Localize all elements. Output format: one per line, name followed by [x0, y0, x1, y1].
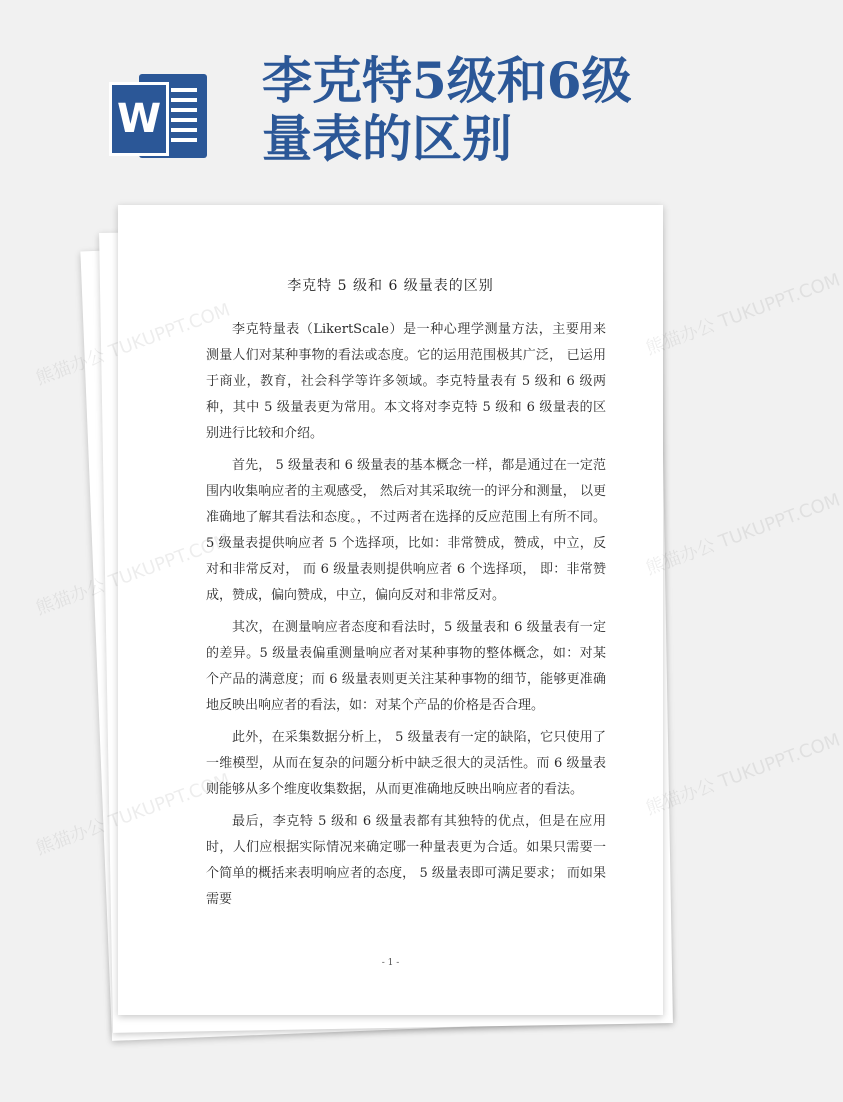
- page-number: - 1 -: [381, 958, 400, 968]
- watermark: 熊猫办公: [33, 814, 108, 860]
- word-icon-letter: W: [116, 96, 162, 142]
- watermark: 熊猫办公: [33, 344, 108, 390]
- word-icon: [109, 68, 209, 162]
- paragraph: 李克特量表（LikertScale）是一种心理学测量方法，主要用来测量人们对某种事物的看法或态度。它的运用范围极其广泛， 已运用于商业，教育，社会科学等许多领域。李克特量表有 5 级和 6 级两种，其中 5 级量表更为常用。本文将对李克特 5 级和 6 级量表的区别进行比较和介绍。: [206, 322, 606, 441]
- document-page: [118, 205, 663, 1015]
- page-title: [262, 52, 762, 168]
- document-title: 李克特 5 级和 6 级量表的区别: [287, 278, 494, 294]
- watermark: 熊猫办公 TUKUPPT.COM: [643, 489, 843, 580]
- watermark: 熊猫办公 TUKUPPT.COM: [643, 729, 843, 820]
- page-title-line-1: 李克特5级和6级: [262, 51, 632, 110]
- paragraph: 此外，在采集数据分析上， 5 级量表有一定的缺陷，它只使用了一维模型，从而在复杂的问题分析中缺乏很大的灵活性。而 6 级量表则能够从多个维度收集数据，从而更准确地反映出响应者的看法。: [206, 730, 606, 797]
- document-body: [206, 317, 606, 919]
- paragraph: 其次，在测量响应者态度和看法时，5 级量表和 6 级量表有一定的差异。5 级量表偏重测量响应者对某种事物的整体概念，如：对某个产品的满意度；而 6 级量表则更关注某种事物的细节，能够更准确地反映出响应者的看法，如：对某个产品的价格是否合理。: [206, 620, 606, 713]
- paragraph: 最后，李克特 5 级和 6 级量表都有其独特的优点，但是在应用时，人们应根据实际情况来确定哪一种量表更为合适。如果只需要一个简单的概括来表明响应者的态度， 5 级量表即可满足要求； 而如果需要: [206, 814, 606, 907]
- watermark: 熊猫办公: [33, 574, 108, 620]
- paragraph: 首先， 5 级量表和 6 级量表的基本概念一样，都是通过在一定范围内收集响应者的主观感受， 然后对其采取统一的评分和测量， 以更准确地了解其看法和态度。，不过两者在选择的反应范围上有所不同。5 级量表提供响应者 5 个选择项，比如：非常赞成，赞成，中立，反对和非常反对， 而 6 级量表则提供响应者 6 个选择项， 即：非常赞成，赞成，偏向赞成，中立，偏向反对和非常反对。: [206, 458, 606, 603]
- watermark: 熊猫办公 TUKUPPT.COM: [643, 269, 843, 360]
- page-title-line-2: 量表的区别: [262, 109, 512, 168]
- word-icon-badge: [109, 82, 169, 156]
